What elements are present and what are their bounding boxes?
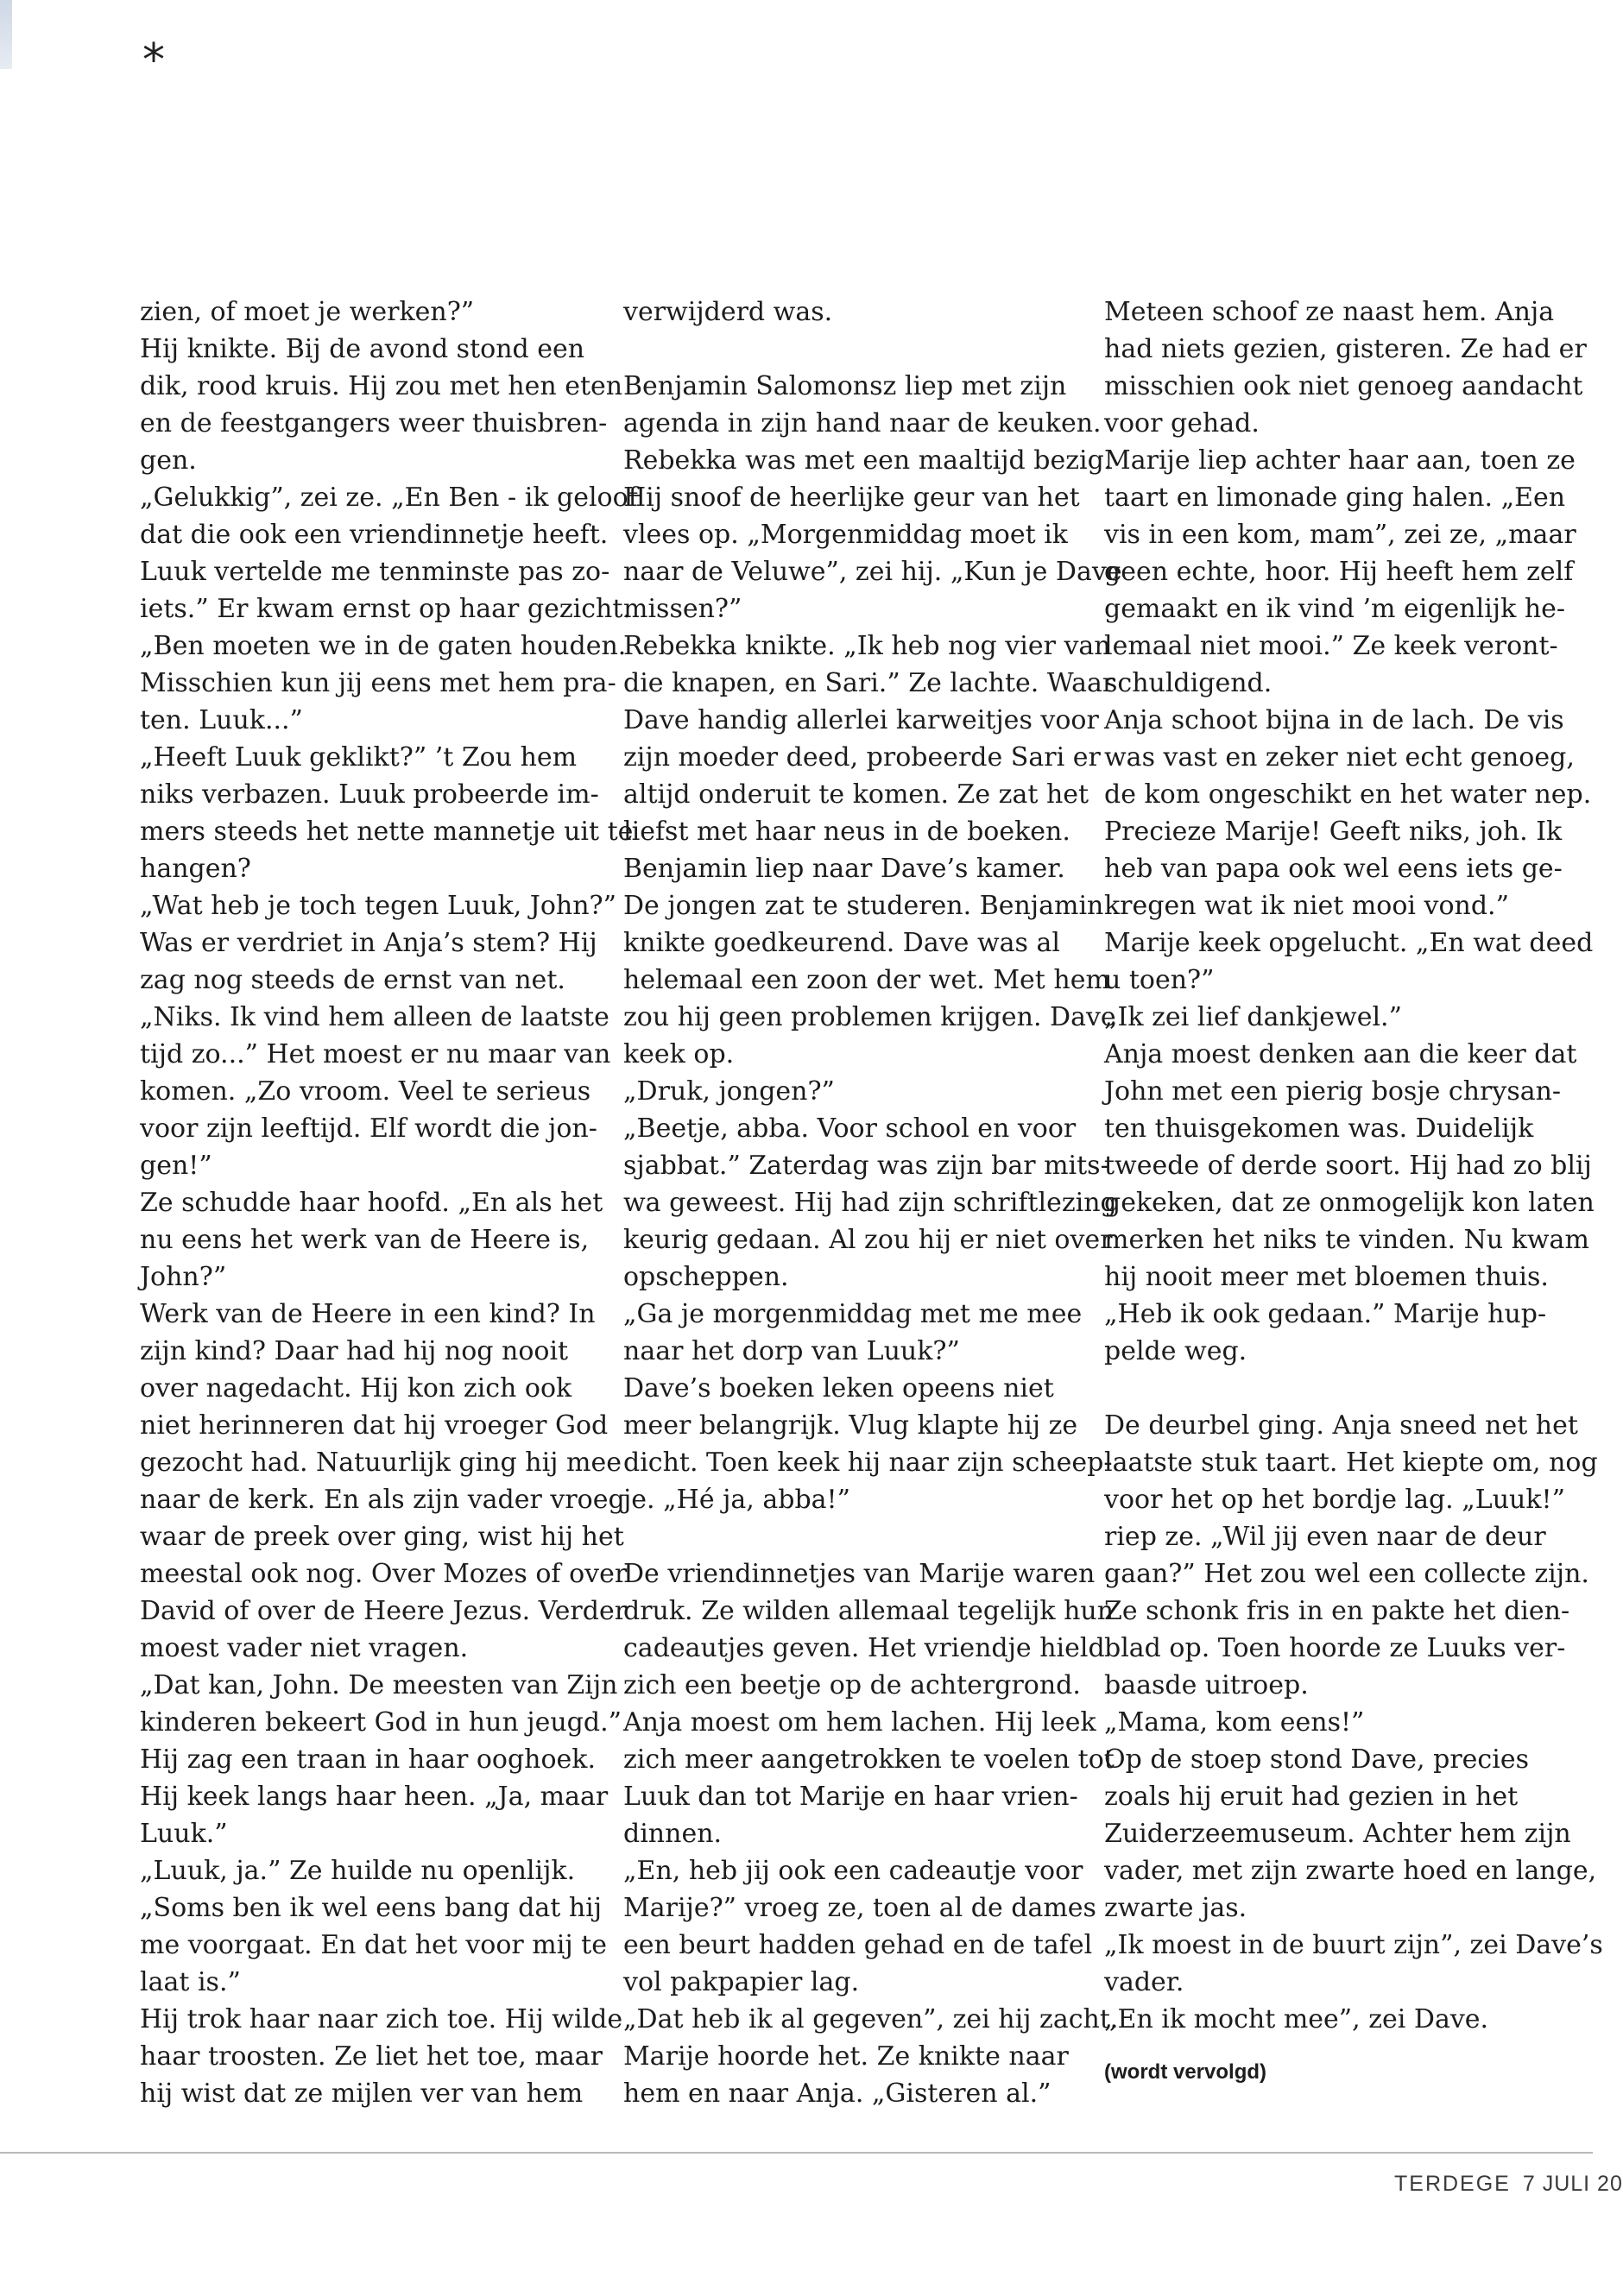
text-line: zou hij geen problemen krijgen. Dave [623, 1002, 1116, 1032]
text-line: laat is.” [140, 1967, 241, 1997]
text-line: voor gehad. [1104, 408, 1260, 438]
text-line: naar de Veluwe”, zei hij. „Kun je Dave [623, 557, 1122, 587]
text-line: ten thuisgekomen was. Duidelijk [1104, 1113, 1534, 1144]
text-line: gezocht had. Natuurlijk ging hij mee [140, 1448, 622, 1478]
text-line: schuldigend. [1104, 668, 1273, 698]
text-line: opscheppen. [623, 1262, 789, 1292]
text-line: altijd onderuit te komen. Ze zat het [623, 779, 1089, 810]
text-line: helemaal een zoon der wet. Met hem [623, 965, 1110, 995]
text-line: Anja moest om hem lachen. Hij leek [623, 1707, 1096, 1738]
text-line: Marije hoorde het. Ze knikte naar [623, 2041, 1069, 2072]
text-line: tweede of derde soort. Hij had zo blij [1104, 1151, 1592, 1181]
text-line: Zuiderzeemuseum. Achter hem zijn [1104, 1819, 1571, 1849]
text-line: haar troosten. Ze liet het toe, maar [140, 2041, 603, 2072]
text-line: „Heb ik ook gedaan.” Marije hup- [1104, 1299, 1547, 1329]
text-line: vis in een kom, mam”, zei ze, „maar [1104, 520, 1576, 550]
text-line: Marije keek opgelucht. „En wat deed [1104, 928, 1594, 958]
text-line: waar de preek over ging, wist hij het [140, 1522, 624, 1552]
text-line: „Gelukkig”, zei ze. „En Ben - ik geloof [140, 483, 638, 513]
text-line: keek op. [623, 1039, 735, 1069]
text-line: gaan?” Het zou wel een collecte zijn. [1104, 1559, 1589, 1589]
text-line: keurig gedaan. Al zou hij er niet over [623, 1225, 1113, 1255]
text-line: Benjamin liep naar Dave’s kamer. [623, 854, 1065, 884]
footer-rule [0, 2152, 1593, 2154]
text-line: gen!” [140, 1151, 212, 1181]
page-footer [1394, 2172, 1623, 2197]
text-line: moest vader niet vragen. [140, 1633, 469, 1663]
text-line: had niets gezien, gisteren. Ze had er [1104, 334, 1587, 364]
text-line: hij wist dat ze mijlen ver van hem [140, 2078, 584, 2109]
text-line: taart en limonade ging halen. „Een [1104, 483, 1566, 513]
text-line: zich een beetje op de achtergrond. [623, 1670, 1081, 1700]
text-line: Rebekka was met een maaltijd bezig. [623, 445, 1113, 476]
text-line: Benjamin Salomonsz liep met zijn [623, 371, 1067, 401]
text-line: lemaal niet mooi.” Ze keek veront- [1104, 631, 1558, 661]
text-line: hem en naar Anja. „Gisteren al.” [623, 2078, 1051, 2109]
text-line: „Soms ben ik wel eens bang dat hij [140, 1893, 603, 1923]
text-line: „Niks. Ik vind hem alleen de laatste [140, 1002, 609, 1032]
text-line: zag nog steeds de ernst van net. [140, 965, 565, 995]
text-line: kinderen bekeert God in hun jeugd.” [140, 1707, 622, 1738]
text-line: Misschien kun jij eens met hem pra- [140, 668, 616, 698]
text-line: „En ik mocht mee”, zei Dave. [1104, 2004, 1489, 2034]
text-line: „Mama, kom eens!” [1104, 1707, 1365, 1738]
text-line: Was er verdriet in Anja’s stem? Hij [140, 928, 597, 958]
text-line: Rebekka knikte. „Ik heb nog vier van [623, 631, 1111, 661]
text-line: „Ga je morgenmiddag met me mee [623, 1299, 1083, 1329]
text-line: Dave’s boeken leken opeens niet [623, 1373, 1054, 1403]
text-line: Werk van de Heere in een kind? In [140, 1299, 596, 1329]
text-line: over nagedacht. Hij kon zich ook [140, 1373, 572, 1403]
text-line: Op de stoep stond Dave, precies [1104, 1744, 1529, 1775]
text-line: komen. „Zo vroom. Veel te serieus [140, 1076, 591, 1107]
text-line: je. „Hé ja, abba!” [623, 1485, 850, 1515]
page-edge-strip [0, 0, 12, 69]
text-line: Dave handig allerlei karweitjes voor [623, 705, 1099, 735]
text-line: „Ik moest in de buurt zijn”, zei Dave’s [1104, 1930, 1603, 1960]
text-line: geen echte, hoor. Hij heeft hem zelf [1104, 557, 1574, 587]
text-line: de kom ongeschikt en het water nep. [1104, 779, 1592, 810]
text-line: sjabbat.” Zaterdag was zijn bar mits- [623, 1151, 1109, 1181]
text-line: me voorgaat. En dat het voor mij te [140, 1930, 607, 1960]
text-line: cadeautjes geven. Het vriendje hield [623, 1633, 1105, 1663]
text-line: „Wat heb je toch tegen Luuk, John?” [140, 891, 616, 921]
text-line: blad op. Toen hoorde ze Luuks ver- [1104, 1633, 1566, 1663]
text-line: Hij keek langs haar heen. „Ja, maar [140, 1782, 609, 1812]
text-line: Precieze Marije! Geeft niks, joh. Ik [1104, 817, 1563, 847]
text-line: gen. [140, 445, 197, 476]
text-line: Luuk vertelde me tenminste pas zo- [140, 557, 610, 587]
text-line: knikte goedkeurend. Dave was al [623, 928, 1060, 958]
paragraph-break [623, 1518, 1072, 1555]
text-line: „Dat kan, John. De meesten van Zijn [140, 1670, 618, 1700]
text-line: verwijderd was. [623, 297, 833, 327]
text-line: dat die ook een vriendinnetje heeft. [140, 520, 609, 550]
text-line: zoals hij eruit had gezien in het [1104, 1782, 1519, 1812]
text-line: gemaakt en ik vind ’m eigenlijk he- [1104, 594, 1566, 624]
text-column-2 [623, 293, 1122, 2112]
text-line: zien, of moet je werken?” [140, 297, 475, 327]
text-line: Anja schoot bijna in de lach. De vis [1104, 705, 1564, 735]
text-line: „Luuk, ja.” Ze huilde nu openlijk. [140, 1856, 576, 1886]
text-line: „En, heb jij ook een cadeautje voor [623, 1856, 1083, 1886]
text-line: druk. Ze wilden allemaal tegelijk hun [623, 1596, 1115, 1626]
text-line: meestal ook nog. Over Mozes of over [140, 1559, 628, 1589]
text-line: heb van papa ook wel eens iets ge- [1104, 854, 1563, 884]
text-line: missen?” [623, 594, 742, 624]
text-line: u toen?” [1104, 965, 1215, 995]
text-line: hij nooit meer met bloemen thuis. [1104, 1262, 1549, 1292]
text-line: was vast en zeker niet echt genoeg, [1104, 742, 1575, 773]
text-line: merken het niks te vinden. Nu kwam [1104, 1225, 1589, 1255]
text-line: Hij snoof de heerlijke geur van het [623, 483, 1080, 513]
text-line: vader, met zijn zwarte hoed en lange, [1104, 1856, 1597, 1886]
text-line: Ze schudde haar hoofd. „En als het [140, 1188, 603, 1218]
text-line: Hij trok haar naar zich toe. Hij wilde [140, 2004, 623, 2034]
text-line: liefst met haar neus in de boeken. [623, 817, 1070, 847]
text-line: „Heeft Luuk geklikt?” ’t Zou hem [140, 742, 578, 773]
text-line: David of over de Heere Jezus. Verder [140, 1596, 628, 1626]
text-line: De vriendinnetjes van Marije waren [623, 1559, 1096, 1589]
text-line: Marije?” vroeg ze, toen al de dames [623, 1893, 1096, 1923]
text-line: vader. [1104, 1967, 1184, 1997]
text-column-3 [1104, 293, 1603, 2085]
text-line: zich meer aangetrokken te voelen tot [623, 1744, 1115, 1775]
asterisk-ornament: * [142, 35, 165, 86]
text-line: gekeken, dat ze onmogelijk kon laten [1104, 1188, 1595, 1218]
text-line: Ze schonk fris in en pakte het dien- [1104, 1596, 1570, 1626]
text-line: zwarte jas. [1104, 1893, 1247, 1923]
text-line: en de feestgangers weer thuisbren- [140, 408, 608, 438]
text-line: agenda in zijn hand naar de keuken. [623, 408, 1102, 438]
text-line: John?” [140, 1262, 227, 1292]
text-line: naar het dorp van Luuk?” [623, 1336, 960, 1366]
text-line: niet herinneren dat hij vroeger God [140, 1410, 609, 1441]
text-line: kregen wat ik niet mooi vond.” [1104, 891, 1509, 921]
text-line: zijn kind? Daar had hij nog nooit [140, 1336, 569, 1366]
text-line: De jongen zat te studeren. Benjamin [623, 891, 1104, 921]
text-line: dicht. Toen keek hij naar zijn scheep- [623, 1448, 1113, 1478]
text-line: Marije liep achter haar aan, toen ze [1104, 445, 1576, 476]
text-line: hangen? [140, 854, 251, 884]
text-line: pelde weg. [1104, 1336, 1247, 1366]
text-column-1 [140, 293, 638, 2112]
text-line: Anja moest denken aan die keer dat [1104, 1039, 1577, 1069]
text-line: John met een pierig bosje chrysan- [1104, 1076, 1562, 1107]
text-line: tijd zo...” Het moest er nu maar van [140, 1039, 611, 1069]
text-line: dinnen. [623, 1819, 723, 1849]
text-line: „Dat heb ik al gegeven”, zei hij zacht. [623, 2004, 1119, 2034]
text-line: voor zijn leeftijd. Elf wordt die jon- [140, 1113, 597, 1144]
text-line: meer belangrijk. Vlug klapte hij ze [623, 1410, 1078, 1441]
text-line: mers steeds het nette mannetje uit te [140, 817, 634, 847]
text-line: baasde uitroep. [1104, 1670, 1309, 1700]
paragraph-break [623, 331, 1072, 368]
footer-date: 7 JULI 20 [1522, 2172, 1623, 2196]
to-be-continued-note: (wordt vervolgd) [1104, 2060, 1267, 2084]
text-line: laatste stuk taart. Het kiepte om, nog [1104, 1448, 1598, 1478]
text-line: dik, rood kruis. Hij zou met hen eten [140, 371, 623, 401]
text-line: niks verbazen. Luuk probeerde im- [140, 779, 599, 810]
text-line: misschien ook niet genoeg aandacht [1104, 371, 1583, 401]
text-line: Meteen schoof ze naast hem. Anja [1104, 297, 1555, 327]
text-line: zijn moeder deed, probeerde Sari er [623, 742, 1101, 773]
text-line: „Beetje, abba. Voor school en voor [623, 1113, 1077, 1144]
text-line: ten. Luuk...” [140, 705, 303, 735]
text-line: nu eens het werk van de Heere is, [140, 1225, 590, 1255]
text-line: Luuk dan tot Marije en haar vrien- [623, 1782, 1078, 1812]
text-line: riep ze. „Wil jij even naar de deur [1104, 1522, 1546, 1552]
text-line: Hij knikte. Bij de avond stond een [140, 334, 585, 364]
text-line: naar de kerk. En als zijn vader vroeg [140, 1485, 625, 1515]
text-line: vlees op. „Morgenmiddag moet ik [623, 520, 1068, 550]
text-line: iets.” Er kwam ernst op haar gezicht. [140, 594, 631, 624]
text-line: die knapen, en Sari.” Ze lachte. Waar [623, 668, 1115, 698]
text-line: De deurbel ging. Anja sneed net het [1104, 1410, 1578, 1441]
text-line: wa geweest. Hij had zijn schriftlezing [623, 1188, 1117, 1218]
text-line: „Druk, jongen?” [623, 1076, 835, 1107]
text-line: een beurt hadden gehad en de tafel [623, 1930, 1093, 1960]
text-line: „Ben moeten we in de gaten houden. [140, 631, 627, 661]
text-line: „Ik zei lief dankjewel.” [1104, 1002, 1402, 1032]
text-line: vol pakpapier lag. [623, 1967, 860, 1997]
footer-magazine-name: TERDEGE [1394, 2172, 1511, 2196]
text-line: voor het op het bordje lag. „Luuk!” [1104, 1485, 1565, 1515]
text-line: Hij zag een traan in haar ooghoek. [140, 1744, 597, 1775]
paragraph-break [1104, 1370, 1553, 1407]
text-line: Luuk.” [140, 1819, 228, 1849]
